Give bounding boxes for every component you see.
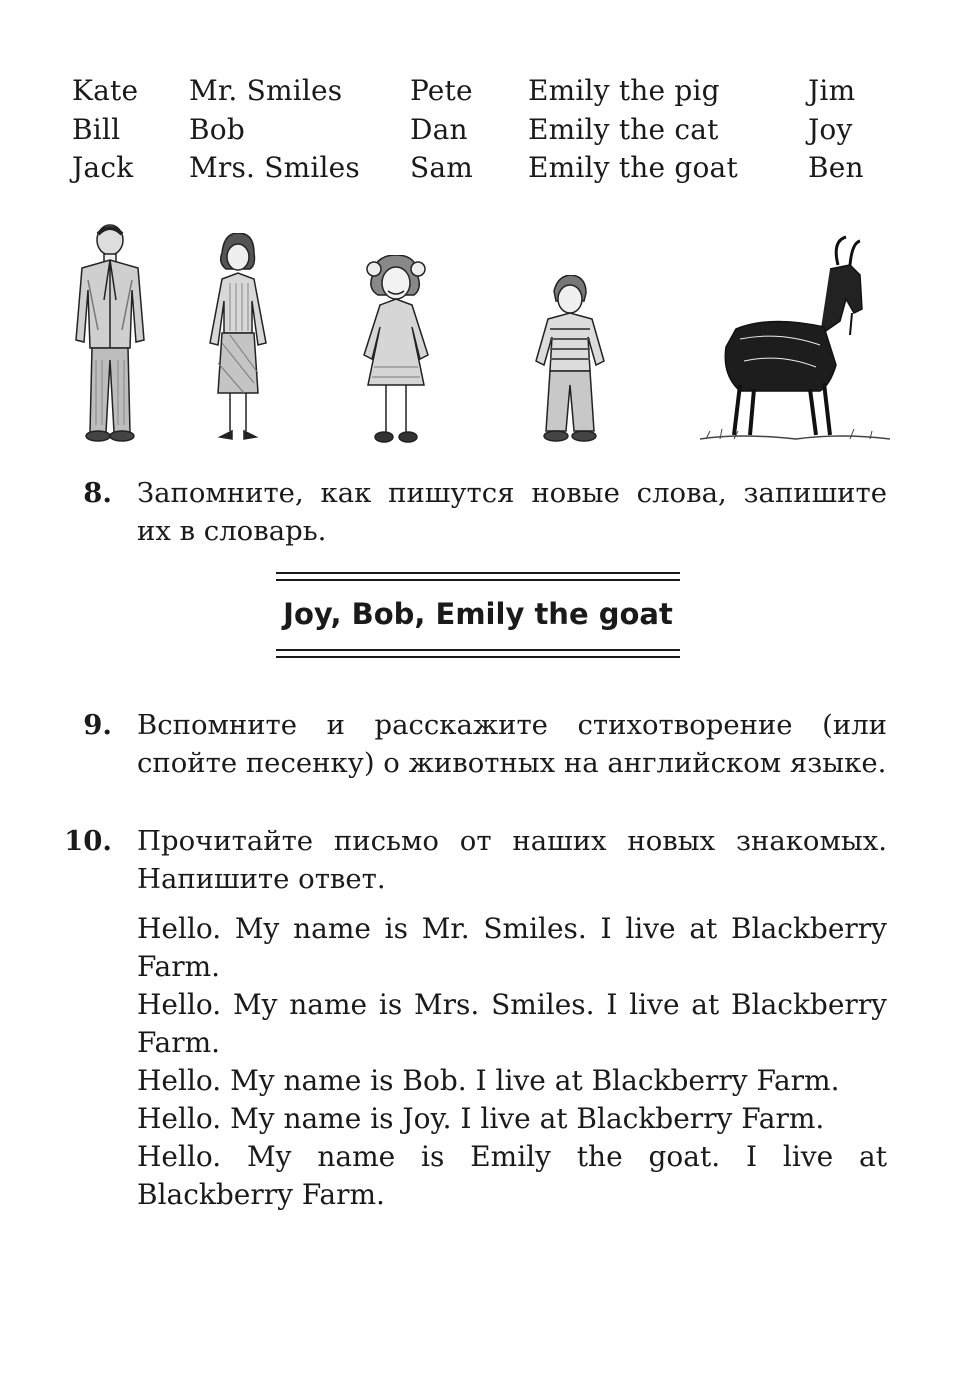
letter-line: Hello. My name is Mr. Smiles. I live at Blackberry Farm. (137, 912, 887, 983)
name-cell: Joy (808, 112, 853, 146)
name-cell: Jim (808, 74, 856, 107)
task-number: 10. (64, 825, 112, 857)
names-table (72, 72, 888, 188)
task-text: Вспомните и расскажите стихотворение (или спойте песенку) о животных на английском языке. (137, 709, 887, 779)
name-cell: Emily the pig (528, 74, 720, 107)
letter-line: Hello. My name is Joy. I live at Blackberry Farm. (137, 1102, 825, 1135)
letter-line: Hello. My name is Mrs. Smiles. I live at Blackberry Farm. (137, 988, 887, 1059)
task-number: 8. (83, 477, 112, 509)
letter-text (137, 910, 887, 1214)
name-cell: Bill (72, 112, 121, 146)
man-illustration (68, 220, 152, 445)
task-text: Прочитайте письмо от наших новых знакомых. Напишите ответ. (137, 825, 887, 895)
divider (276, 579, 680, 581)
new-words-box (276, 572, 680, 660)
name-cell: Sam (410, 151, 474, 184)
task-text: Запомните, как пишутся новые слова, запишите их в словарь. (137, 477, 887, 547)
name-cell: Dan (410, 112, 468, 146)
name-cell: Kate (72, 74, 139, 107)
name-cell: Mr. Smiles (189, 74, 343, 107)
letter-line: Hello. My name is Bob. I live at Blackberry Farm. (137, 1064, 840, 1097)
divider (276, 649, 680, 651)
woman-illustration (200, 233, 275, 445)
boy-illustration (530, 275, 610, 445)
name-cell: Emily the cat (528, 112, 719, 146)
new-words: Joy, Bob, Emily the goat (283, 597, 673, 631)
divider (276, 656, 680, 658)
name-cell: Ben (808, 151, 864, 184)
name-cell: Jack (72, 151, 134, 184)
name-cell: Bob (189, 112, 245, 146)
name-cell: Emily the goat (528, 151, 738, 184)
letter-line: Hello. My name is Emily the goat. I live at Blackberry Farm. (137, 1140, 887, 1211)
girl-illustration (348, 255, 443, 445)
goat-illustration (700, 235, 892, 445)
name-cell: Mrs. Smiles (189, 151, 361, 184)
illustrations (60, 205, 900, 445)
task-number: 9. (83, 709, 112, 741)
name-cell: Pete (410, 74, 473, 107)
divider (276, 572, 680, 574)
